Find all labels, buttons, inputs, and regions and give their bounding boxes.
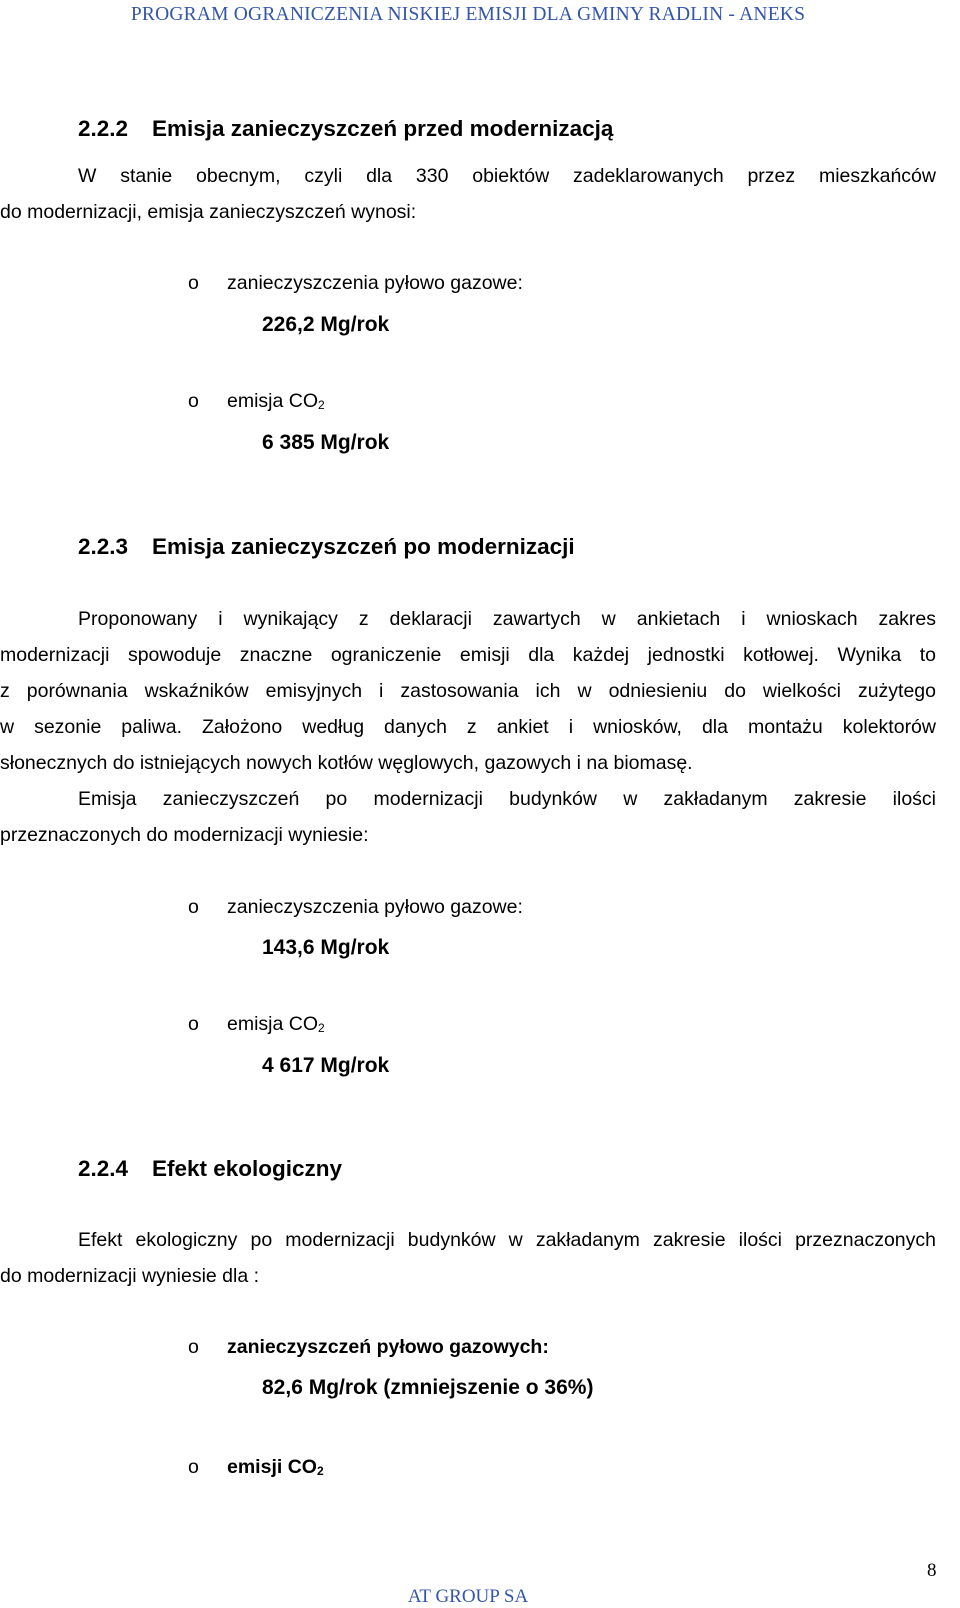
paragraph-line: przeznaczonych do modernizacji wyniesie: [0,824,369,846]
emission-value: 6 385 Mg/rok [262,431,390,454]
bullet-marker: o [188,1336,199,1358]
paragraph-line: słonecznych do istniejących nowych kotłów węglowych, gazowych i na biomasę. [0,752,693,774]
paragraph-line: w sezonie paliwa. Założono według danych z ankiet i wniosków, dla montażu kolektorów [0,716,936,738]
bullet-label: zanieczyszczenia pyłowo gazowe: [227,272,523,294]
bullet-marker: o [188,272,199,294]
document-header: PROGRAM OGRANICZENIA NISKIEJ EMISJI DLA GMINY RADLIN - ANEKS [130,4,806,25]
bullet-label: emisja $CO_2$ [227,390,325,412]
paragraph-line: Proponowany i wynikający z deklaracji zawartych w ankietach i wnioskach zakres [78,608,936,630]
paragraph-line: do modernizacji wyniesie dla : [0,1265,260,1287]
section-heading-2-2-4 [78,1156,342,1182]
paragraph-line: modernizacji spowoduje znaczne ograniczenie emisji dla każdej jednostki kotłowej. Wynika to [0,644,936,666]
paragraph-line: Emisja zanieczyszczeń po modernizacji budynków w zakładanym zakresie ilości [78,788,936,810]
section-number: 2.2.2 [78,116,129,141]
emission-value: 226,2 Mg/rok [262,313,390,336]
section-number: 2.2.4 [78,1156,129,1181]
page-number: 8 [927,1560,937,1581]
subscript: 2 [318,1021,325,1035]
section-heading-2-2-2 [78,116,613,142]
bullet-marker: o [188,1013,199,1035]
section-title: Emisja zanieczyszczeń przed modernizacją [152,116,614,141]
paragraph-line: do modernizacji, emisja zanieczyszczeń wynosi: [0,201,417,223]
section-title: Emisja zanieczyszczeń po modernizacji [152,534,575,559]
bullet-marker: o [188,896,199,918]
bullet-label: zanieczyszczeń pyłowo gazowych: [227,1336,549,1358]
paragraph-line: z porównania wskaźników emisyjnych i zastosowania ich w odniesieniu do wielkości zużytego [0,680,936,702]
bullet-marker: o [188,1456,199,1478]
bullet-label: emisji $CO_2$ [227,1456,324,1478]
paragraph-line: W stanie obecnym, czyli dla 330 obiektów zadeklarowanych przez mieszkańców [78,165,936,187]
section-title: Efekt ekologiczny [152,1156,343,1181]
paragraph-line: Efekt ekologiczny po modernizacji budynków w zakładanym zakresie ilości przeznaczonych [78,1229,936,1251]
document-footer: AT GROUP SA [407,1586,529,1607]
emission-value: 82,6 Mg/rok (zmniejszenie o 36%) [262,1376,594,1399]
bullet-marker: o [188,390,199,412]
bullet-label: zanieczyszczenia pyłowo gazowe: [227,896,523,918]
subscript: 2 [318,398,325,412]
section-heading-2-2-3 [78,534,575,560]
emission-value: 143,6 Mg/rok [262,936,390,959]
section-number: 2.2.3 [78,534,129,559]
emission-value: 4 617 Mg/rok [262,1054,390,1077]
bullet-label: emisja $CO_2$ [227,1013,325,1035]
subscript: 2 [316,1464,324,1478]
